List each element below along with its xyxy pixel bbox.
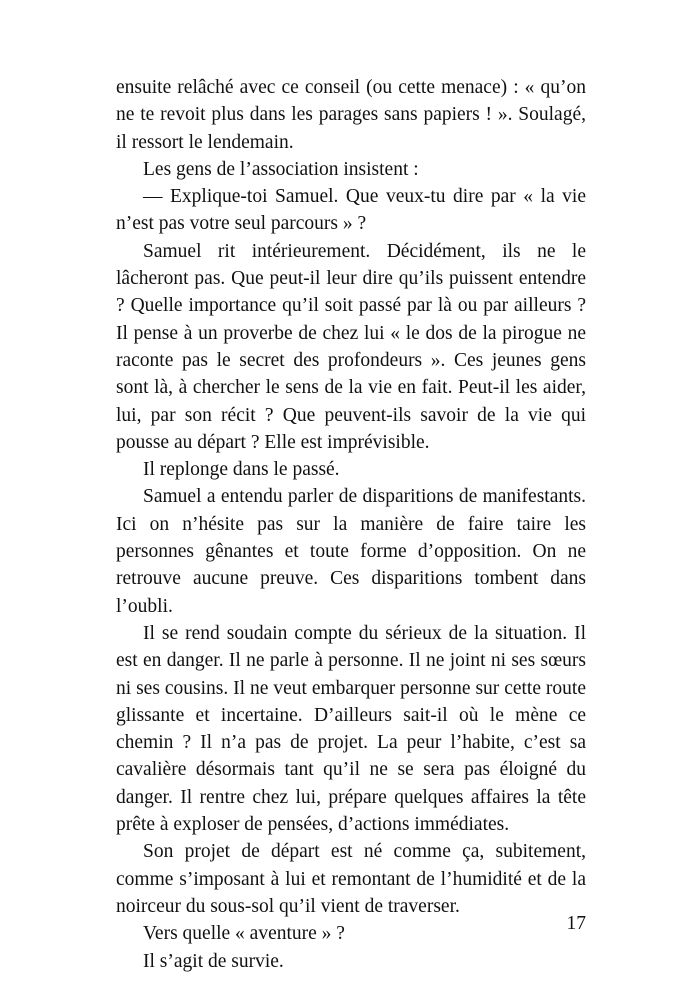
paragraph-samuel-laughs: Samuel rit intérieurement. Décidément, ils ne le lâcheront pas. Que peut-il leur dire qu’ils puissent entendre ? Quelle importance qu’il soit passé par là ou par ailleurs ? Il pense à un proverbe de chez lui « le dos de la pirogue ne raconte pas le secret des profondeurs ». Ces jeunes gens sont là, à chercher le sens de la vie en fait. Peut-il les aider, lui, par son récit ? Que peuvent-ils savoir de la vie qui pousse au départ ? Elle est imprévisible.	[116, 240, 586, 453]
page-number: 17	[566, 913, 586, 934]
paragraph-departure: Son projet de départ est né comme ça, subitement, comme s’imposant à lui et remontant de l’humidité et de la noirceur du sous-sol qu’il vient de traverser.	[116, 841, 586, 917]
paragraph-past: Il replonge dans le passé.	[143, 459, 340, 481]
paragraph-continuation: ensuite relâché avec ce conseil (ou cette menace) : « qu’on ne te revoit plus dans les parages sans papiers ! ». Soulagé, il ressort le lendemain.	[116, 77, 586, 153]
paragraph-disappearances: Samuel a entendu parler de disparitions de manifestants. Ici on n’hésite pas sur la manière de faire taire les personnes gênantes et toute forme d’opposition. On ne retrouve aucune preuve. Ces disparitions tombent dans l’oubli.	[116, 486, 586, 617]
paragraph-association: Les gens de l’association insistent :	[143, 158, 419, 180]
page-body	[116, 74, 586, 975]
paragraph-dialogue: — Explique-toi Samuel. Que veux-tu dire par « la vie n’est pas votre seul parcours » ?	[116, 186, 586, 235]
paragraph-danger: Il se rend soudain compte du sérieux de la situation. Il est en danger. Il ne parle à personne. Il ne joint ni ses sœurs ni ses cousins. Il ne veut embarquer personne sur cette route glissante et incertaine. D’ailleurs sait-il où le mène ce chemin ? Il n’a pas de projet. La peur l’habite, c’est sa cavalière désormais tant qu’il ne se sera pas éloigné du danger. Il rentre chez lui, prépare quelques affaires la tête prête à exploser de pensées, d’actions immédiates.	[116, 622, 586, 836]
paragraph-survival: Il s’agit de survie.	[143, 950, 284, 972]
paragraph-adventure: Vers quelle « aventure » ?	[143, 923, 345, 945]
